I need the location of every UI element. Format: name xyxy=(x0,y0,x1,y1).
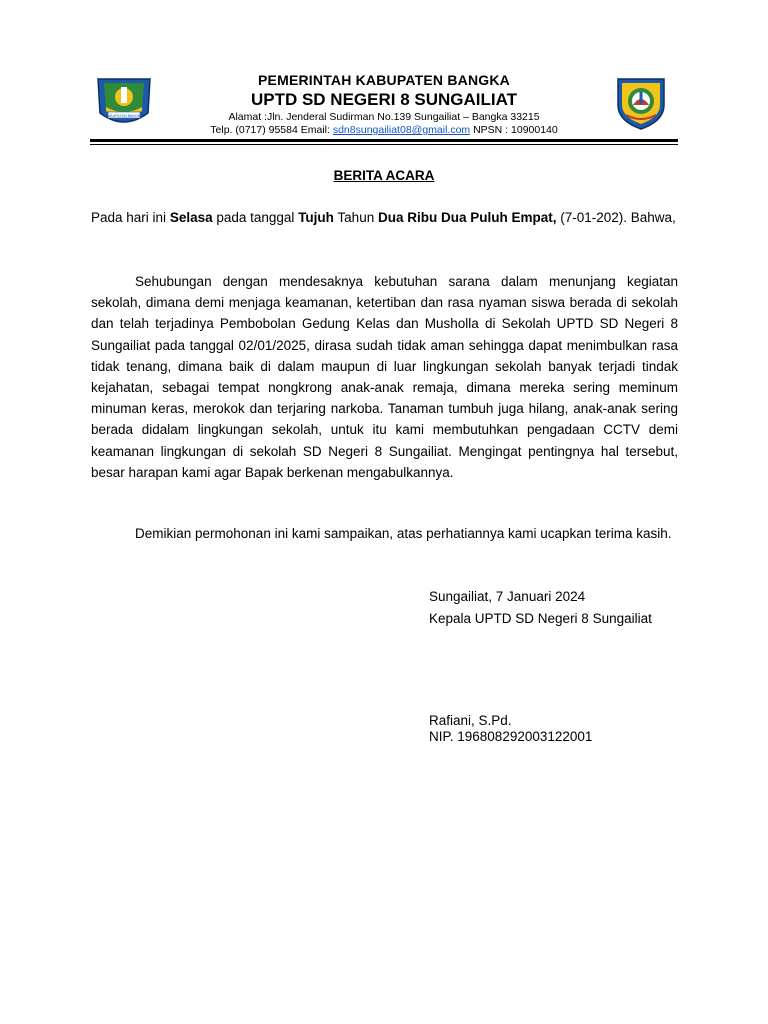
letterhead-thick-rule xyxy=(90,139,678,142)
signatory-nip: NIP. 196808292003122001 xyxy=(429,729,593,744)
letterhead-thin-rule xyxy=(90,144,678,145)
signature-place-date: Sungailiat, 7 Januari 2024 xyxy=(429,589,586,604)
opening-text-3: Tahun xyxy=(333,210,378,225)
opening-day: Selasa xyxy=(169,210,213,225)
letterhead xyxy=(170,72,598,137)
school-address: Alamat :Jln. Jenderal Sudirman No.139 Sungailiat – Bangka 33215 xyxy=(228,111,540,123)
phone-label: Telp. (0717) 95584 Email: xyxy=(210,124,333,136)
npsn-label: NPSN : 10900140 xyxy=(470,124,558,136)
signature-role: Kepala UPTD SD Negeri 8 Sungailiat xyxy=(429,611,652,626)
opening-date-word: Tujuh xyxy=(298,210,334,225)
opening-paragraph xyxy=(91,207,678,228)
provincial-emblem-logo xyxy=(612,75,670,131)
opening-text-1: Pada hari ini xyxy=(91,210,170,225)
opening-year-word: Dua Ribu Dua Puluh Empat, xyxy=(377,210,557,225)
school-name: UPTD SD NEGERI 8 SUNGAILIAT xyxy=(250,90,518,109)
gov-name: PEMERINTAH KABUPATEN BANGKA xyxy=(258,72,510,88)
opening-text-4: (7-01-202). Bahwa, xyxy=(556,210,676,225)
kabupaten-bangka-logo xyxy=(94,73,154,131)
email-link[interactable]: sdn8sungailiat08@gmail.com xyxy=(332,124,471,136)
document-title: BERITA ACARA xyxy=(333,168,435,183)
opening-text-2: pada tanggal xyxy=(212,210,299,225)
body-paragraph: Sehubungan dengan mendesaknya kebutuhan sarana dalam menunjang kegiatan sekolah, dimana demi menjaga keamanan, ketertiban dan rasa nyaman siswa berada di sekolah dan telah terjadinya Pembobolan Gedung Kelas dan Musholla di Sekolah UPTD SD Negeri 8 Sungailiat pada tanggal 02/01/2025, dirasa sudah tidak aman sehingga dapat menimbulkan rasa tidak tenang, dimana baik di dalam maupun di luar lingkungan sekolah banyak terjadi tindak kejahatan, sebagai tempat nongkrong anak-anak remaja, dimana mereka sering meminum minuman keras, merokok dan terjaring narkoba. Tanaman tumbuh juga hilang, anak-anak sering berada didalam lingkungan sekolah, untuk itu kami membutuhkan pengadaan CCTV demi keamanan lingkungan di sekolah SD Negeri 8 Sungailiat. Mengingat pentingnya hal tersebut, besar harapan kami agar Bapak berkenan mengabulkannya. xyxy=(91,274,678,480)
contact-line xyxy=(170,124,598,137)
signatory-name: Rafiani, S.Pd. xyxy=(429,713,512,728)
closing-paragraph: Demikian permohonan ini kami sampaikan, atas perhatiannya kami ucapkan terima kasih. xyxy=(135,526,672,541)
logo-left-text: KABUPATEN BANGKA xyxy=(105,113,143,118)
